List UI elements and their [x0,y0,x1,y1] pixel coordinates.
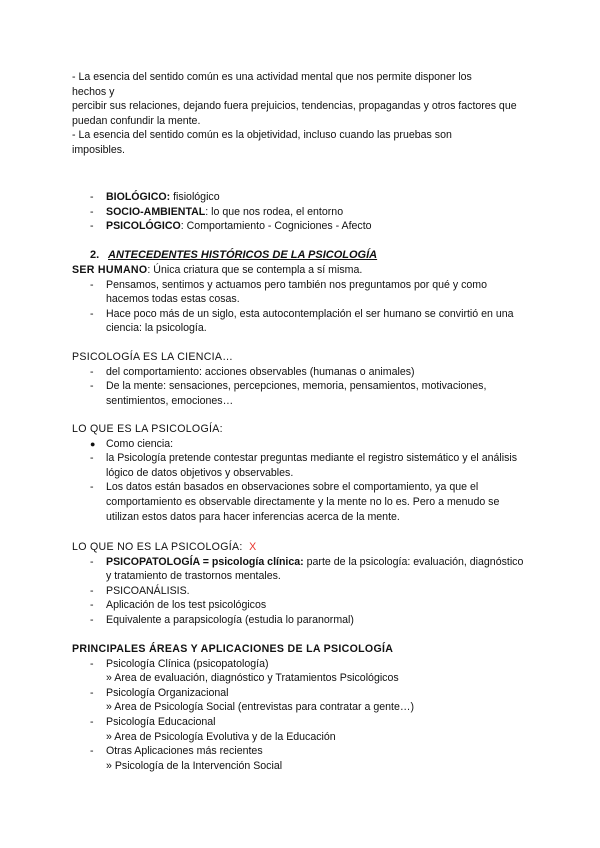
ciencia-list [72,365,530,409]
list-item: ● Como ciencia: [90,437,174,450]
section2-block [72,263,530,336]
ciencia-block [72,350,530,408]
noes-block [72,540,530,628]
list-item: - PSICOANÁLISIS. [90,584,190,597]
list-item: - la Psicología pretende contestar preguntas mediante el registro sistemático y el análisis lógico de datos objetivos y observables. [90,452,518,479]
x-mark-icon: X [249,541,257,553]
areas-heading: PRINCIPALES ÁREAS Y APLICACIONES DE LA PSICOLOGÍA [72,643,394,655]
es-heading: LO QUE ES LA PSICOLOGÍA: [72,423,223,435]
list-subitem: » Area de evaluación, diagnóstico y Tratamientos Psicológicos [106,672,399,685]
list-item: - BIOLÓGICO: fisiológico [90,191,220,203]
areas-block [72,642,530,773]
list-item: - Hace poco más de un siglo, esta autocontemplación el ser humano se convirtió en una ciencia: la psicología. [90,307,514,335]
intro-paragraph-2: percibir sus relaciones, dejando fuera prejuicios, tendencias, propagandas y otros factores que puedan confundir la mente. [72,100,517,127]
section2-list [72,278,530,336]
list-subitem: » Psicología de la Intervención Social [106,759,283,772]
es-list [72,437,530,525]
intro-paragraph-1: - La esencia del sentido común es una actividad mental que nos permite disponer los hechos y [72,71,472,98]
list-item: - PSICOLÓGICO: Comportamiento - Cogniciones - Afecto [90,220,372,233]
list-item: - del comportamiento: acciones observables (humanas o animales) [90,365,415,378]
list-subitem: » Area de Psicología Social (entrevistas para contratar a gente…) [106,701,414,714]
intro-paragraph-3: - La esencia del sentido común es la objetividad, incluso cuando las pruebas son imposibles. [72,129,452,156]
list-item: - Psicología Clínica (psicopatología) [90,657,269,670]
areas-list [72,657,530,774]
list-item: - Pensamos, sentimos y actuamos pero también nos preguntamos por qué y como hacemos todas estas cosas. [90,278,487,306]
list-item: - SOCIO-AMBIENTAL: lo que nos rodea, el entorno [90,205,344,218]
levels-list [72,190,530,234]
intro-block [72,70,530,158]
list-item: - De la mente: sensaciones, percepciones, memoria, pensamientos, motivaciones, sentimientos, emociones… [90,380,487,407]
list-item: - Equivalente a parapsicología (estudia lo paranormal) [90,613,354,626]
list-item: - Otras Aplicaciones más recientes [90,745,263,758]
list-item: - Psicología Educacional [90,715,216,728]
section-heading: 2. ANTECEDENTES HISTÓRICOS DE LA PSICOLOGÍA [90,249,378,261]
noes-heading: LO QUE NO ES LA PSICOLOGÍA: X [72,541,257,553]
list-item: - Psicología Organizacional [90,686,229,699]
ciencia-heading: PSICOLOGÍA ES LA CIENCIA… [72,351,234,363]
list-item: - Los datos están basados en observaciones sobre el comportamiento, ya que el comportamiento es observable directamente y la mente no lo es. Pero a menudo se utilizan estos datos para hacer inferencias acerca de la mente. [90,481,500,523]
list-item: - PSICOPATOLOGÍA = psicología clínica: parte de la psicología: evaluación, diagnóstico y tratamiento de trastornos mentales. [90,555,524,583]
list-subitem: » Area de Psicología Evolutiva y de la Educación [106,730,336,743]
ser-humano-line: SER HUMANO: Única criatura que se contempla a sí misma. [72,264,363,276]
list-item: - Aplicación de los test psicológicos [90,599,267,612]
noes-list [72,555,530,628]
es-block [72,422,530,524]
